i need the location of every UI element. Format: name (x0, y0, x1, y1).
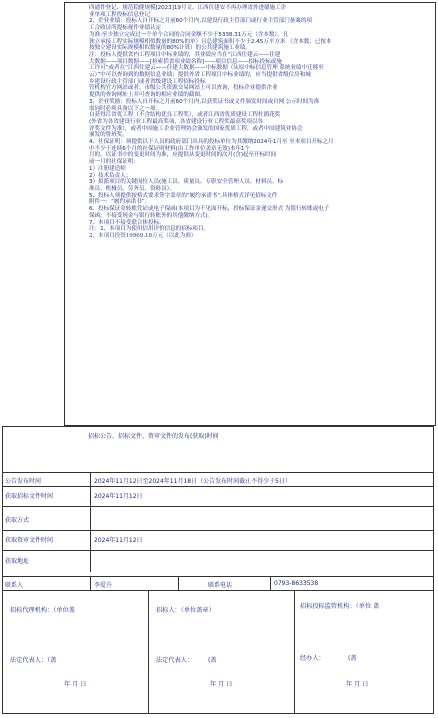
contact-value: 李爱升 (94, 582, 113, 589)
tenderer-rep-label: 法定代表人： (156, 657, 194, 664)
content-line: 月的，以证书中的变更时间为准，应提供从变更时间的次月(含)起至开标时间 (89, 152, 277, 159)
doc-time-row (2, 486, 434, 506)
requirements-text-box (64, 2, 436, 426)
content-line: 6、投标保证金转账凭证或电子保函(本项目为不见面开标，投标保证金递交形式 为银行转账或电子 (89, 206, 330, 213)
signature-row (2, 590, 434, 714)
tenderer-date-label: 年 月 日 (210, 681, 233, 688)
content-line: 管机构官方网站或者、市级公共资源交易网站上可以查询，投标企业提供企业 (89, 85, 278, 92)
notice-time-row (2, 472, 434, 486)
content-line: 评奖文件为准），或者中国施工企业管理协会颁发的国家优质工程，或者中国建筑业协会 (89, 125, 303, 132)
contact-row (2, 576, 434, 590)
content-line: 需同时必须具备以下之一项： (89, 105, 162, 112)
content-line: 准员、机械员、劳务员、资料员）。 (89, 185, 175, 192)
phone-label: 联系电话 (208, 582, 233, 589)
content-line: 按独立建设实际规模相似数量的80%计算）的公共建筑施工业绩。 (89, 45, 251, 52)
content-line: 7、本项目不接受联合体投标。 (89, 219, 165, 226)
content-line: 中不少于连续6个月的社保证明材料(由工作单位盖章无效)本年1个 (89, 145, 250, 152)
content-line: 注：1、本项目为使用信用评价信息的招标项目。 (89, 226, 209, 233)
content-line: 3、企业奖励：投标人自开标之月前60个月内,以获奖证书或文件颁发时间或自网 公示时间为准 (89, 98, 320, 105)
content-line: 2、企业业绩：投标人自开标之月前60个月内,以建设行政主管部门或行业主管部门备案的项 (89, 18, 312, 25)
content-line: 4、社保证明：须提供以下人员的政府部门出具的投标单位为其缴纳2024年1月至 至本项目开标之月 (89, 139, 334, 146)
tenderer-entity-label: 招标人：（单位盖章） (156, 607, 215, 614)
content-line: 5、投标人须提供按格式要求签字盖章的“履约承诺书”,具体格式详见招标文件 (89, 192, 278, 199)
supervisor-rep-label: 经办人： (300, 655, 325, 662)
content-line: 2）技术负责人； (89, 172, 132, 179)
tenderer-rep-suffix: (盖 (208, 657, 217, 664)
content-line: 四通件登记、规范稳健规模[2023]19号文、江西住建安不再办理省外进赣施工企 (89, 5, 287, 11)
content-line: 保函，不接受现金与银行转账外的其他缴纳方式)。 (89, 212, 214, 219)
method-label: 获取方式 (5, 517, 30, 524)
content-line: 工许可”或者在“江西住建云——住建大数据——中标数据（从原中标信息管理 系统业绩中迁移至 (89, 65, 324, 72)
prequal-time-label: 获取资审文件时间 (5, 537, 54, 544)
prequal-time-value: 2024年11月12日 (94, 537, 143, 544)
notice-time-label: 公告发布时间 (5, 478, 42, 485)
content-line: 前一月的社保证明： (89, 159, 139, 166)
notice-time-value: 2024年11月12日至2024年11月18日（公告发布时间截止不得少于5日） (94, 478, 291, 485)
doc-time-value: 2024年11月12日 (94, 493, 143, 500)
content-line: (外省为各省建设行业工程最高奖项，各省建设行业工程奖最高奖项以各 (89, 118, 263, 125)
agency-rep-label: 法定代表人：（盖 (10, 657, 57, 664)
prequal-time-row (2, 530, 434, 550)
content-line: 为准:至少独立完成过一个单个合同的合同金额不少于5338.31万元（含本数），且 (89, 31, 289, 38)
address-label: 获取地址 (5, 558, 30, 565)
content-line: 颁发的鲁班奖。 (89, 132, 128, 139)
content-line: 云）”中可以查询到的数据信息业绩；提供外省工程项目中标业绩的，应当提供省级住房和城 (89, 72, 311, 79)
phone-value: 0793-8633538 (274, 580, 319, 587)
content-line: 3）拟派项目的关键岗位人员(施工员、质量员、专职安全管理人员、材料员、标 (89, 179, 284, 186)
doc-time-label: 获取招标文件时间 (5, 493, 54, 500)
supervisor-date-label: 年 月 日 (346, 681, 369, 688)
agency-entity-label: 招标代理机构：（单位盖 (10, 607, 75, 614)
content-line: 自获得江省优工程（不含结构优良工程奖），或者江西省优质建设工程杜鹃花奖 (89, 112, 281, 119)
content-line: 注：投标人提供省内工程项目中标业绩的，其业绩应当在“江西住建云——住建 (89, 51, 281, 58)
content-line: 2、本项目投资19969.18万元（以此为准） (89, 232, 197, 239)
address-row (2, 550, 434, 572)
content-line: 附件一：“履约承诺书”。 (89, 199, 151, 206)
content-line: 1）注册建造师 (89, 165, 126, 172)
method-row (2, 506, 434, 530)
content-line: 提供的查询网址上并可查询的相应业绩的截图。 (89, 92, 206, 99)
supervisor-rep-suffix: (盖 (348, 655, 357, 662)
agency-date-label: 年 月 日 (64, 681, 87, 688)
content-line: 大数据——项目数据——[检索括省项业绩名称]——项目信息——招标投标或施 (89, 58, 282, 65)
section-title-row (2, 426, 434, 442)
content-line: 独立承接工程实际规模相似数量的80%的单）且总建筑面积不少于2.45万平方米 （含本数，已按本 (89, 38, 332, 45)
content-line: 业单项工程投标信息登记 (89, 11, 150, 18)
content-line: 乡建设行政主管部门或者省级建设工程招标投标 (89, 78, 206, 85)
contact-label: 联系人 (5, 582, 24, 589)
supervisor-entity-label: 招标投标监管机构：（单位 盖 (300, 603, 380, 610)
section-title: 招标公告、招标文件、资审文件的发布(获取)时间 (88, 433, 219, 440)
content-line: 工合收证所提标视作业绩认定 (89, 25, 162, 32)
